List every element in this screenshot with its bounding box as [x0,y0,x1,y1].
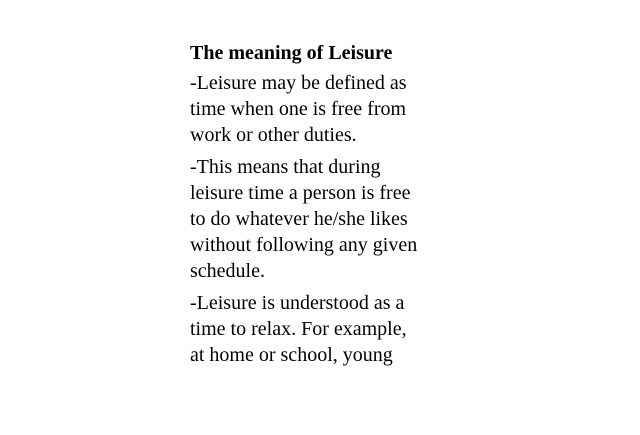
paragraph-line: without following any given [190,234,418,257]
document-title: The meaning of Leisure [190,42,393,64]
paragraph-line: schedule. [190,260,265,283]
paragraph-2 [190,154,490,285]
paragraph-line: work or other duties. [190,124,357,147]
paragraph-line: time to relax. For example, [190,317,407,340]
paragraph-line: -Leisure is understood as a [190,291,405,314]
paragraph-line: to do whatever he/she likes [190,208,408,231]
paragraph-line: leisure time a person is free [190,181,411,204]
document-body [190,40,490,373]
paragraph-line: time when one is free from [190,98,407,121]
paragraph-line: -Leisure may be defined as [190,72,407,94]
paragraph-3 [190,290,490,369]
paragraph-line: at home or school, young [190,344,393,367]
paragraph-line: -This means that during [190,155,381,178]
paragraph-1 [190,70,490,149]
